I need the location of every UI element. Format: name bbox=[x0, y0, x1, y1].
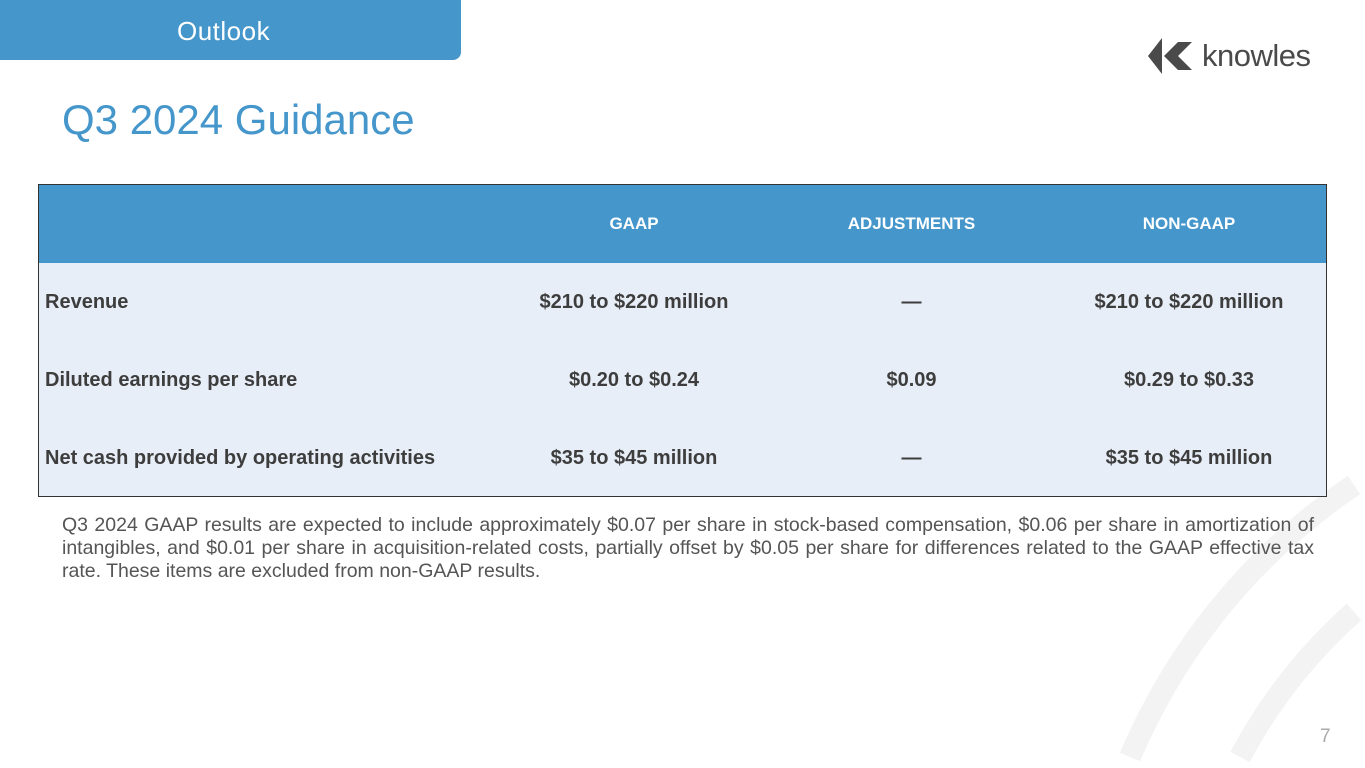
gaap-value: $210 to $220 million bbox=[539, 290, 729, 313]
section-tab-label: Outlook bbox=[177, 16, 271, 46]
table-row bbox=[39, 341, 1326, 419]
footnote-text: Q3 2024 GAAP results are expected to include approximately $0.07 per share in stock-based compensation, $0.06 per share in amortization of intangibles, and $0.01 per share in acquisition-related costs, partially offset by $0.05 per share for differences related to the GAAP effective tax rate. These items are excluded from non-GAAP results. bbox=[62, 514, 1314, 582]
knowles-chevron-icon bbox=[1148, 38, 1196, 74]
knowles-logo bbox=[1148, 38, 1311, 74]
gaap-value: $35 to $45 million bbox=[550, 446, 718, 469]
non-gaap-value: $0.29 to $0.33 bbox=[1123, 368, 1255, 391]
table-row bbox=[39, 263, 1326, 341]
adjustments-value: $0.09 bbox=[886, 368, 937, 391]
adjustments-value: — bbox=[901, 290, 922, 313]
gaap-value: $0.20 to $0.24 bbox=[568, 368, 700, 391]
header-gaap: GAAP bbox=[609, 214, 659, 233]
table-row bbox=[39, 419, 1326, 497]
row-label: Revenue bbox=[45, 290, 129, 313]
adjustments-value: — bbox=[901, 446, 922, 469]
guidance-table bbox=[38, 184, 1327, 497]
non-gaap-value: $210 to $220 million bbox=[1094, 290, 1284, 313]
decorative-arc bbox=[1240, 612, 1354, 757]
row-label: Net cash provided by operating activities bbox=[45, 446, 436, 469]
logo-text: knowles bbox=[1202, 38, 1311, 73]
section-tab bbox=[0, 0, 461, 60]
non-gaap-value: $35 to $45 million bbox=[1105, 446, 1273, 469]
page-title: Q3 2024 Guidance bbox=[62, 96, 415, 143]
table-header bbox=[39, 185, 1326, 263]
header-adjustments: ADJUSTMENTS bbox=[847, 214, 976, 233]
row-label: Diluted earnings per share bbox=[45, 368, 298, 391]
header-non-gaap: NON-GAAP bbox=[1142, 214, 1236, 233]
page-number: 7 bbox=[1320, 726, 1331, 747]
